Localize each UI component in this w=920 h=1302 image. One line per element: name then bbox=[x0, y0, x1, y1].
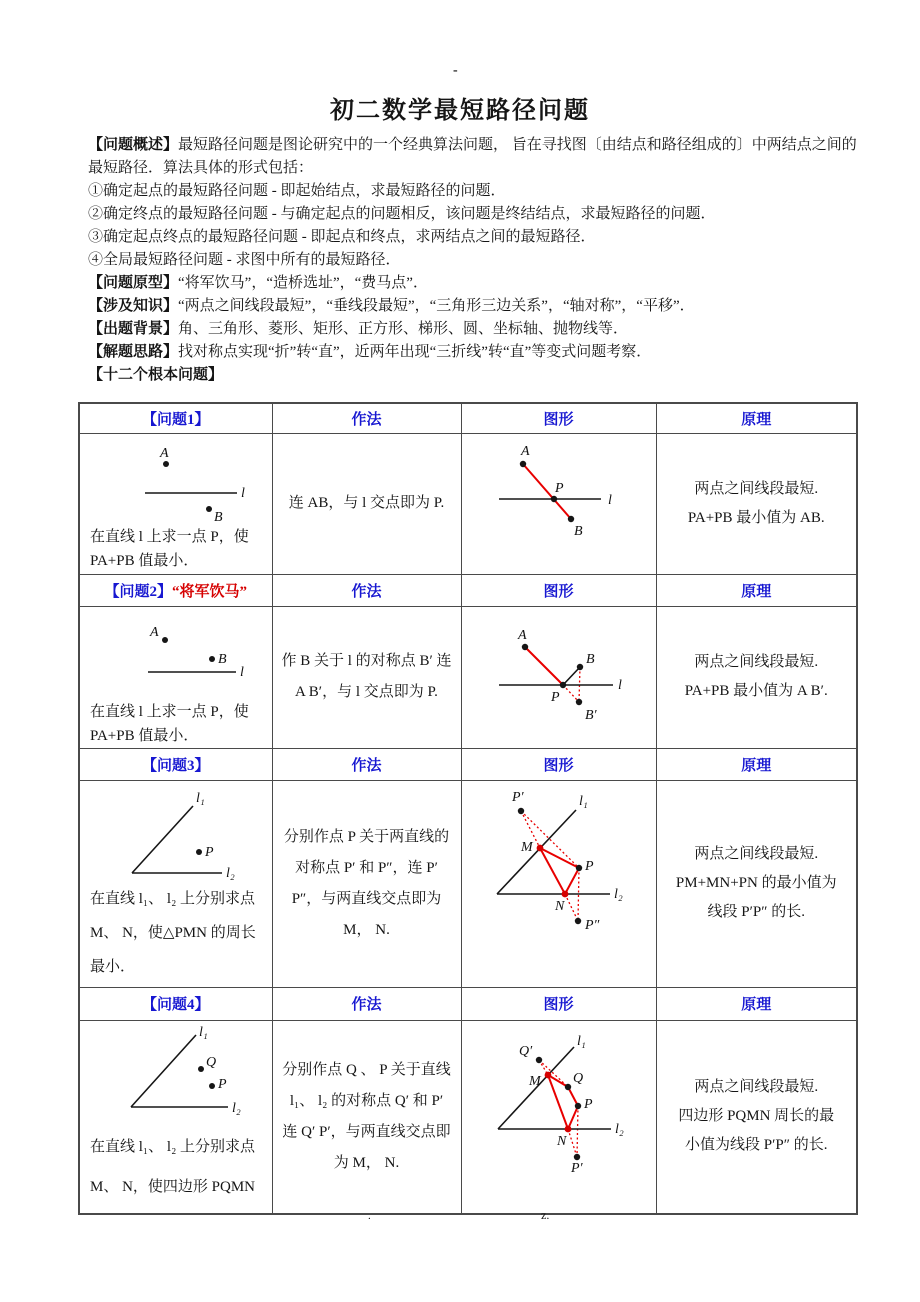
segment-ap-red bbox=[525, 647, 563, 685]
intro-text: 找对称点实现“折”转“直”，近两年出现“三折线”转“直”等变式问题考察． bbox=[178, 344, 652, 360]
problem4-setup-diagram bbox=[90, 1022, 266, 1117]
problem-statement-cell bbox=[79, 1020, 272, 1214]
principle-cell bbox=[656, 780, 857, 987]
intro-text: ①确定起点的最短路径问题 - 即起始结点，求最短路径的问题． bbox=[88, 183, 506, 199]
ray-l2-label: l₂ bbox=[232, 1100, 241, 1116]
point-m-label: M bbox=[528, 1073, 541, 1089]
point-b-label: B bbox=[573, 523, 583, 539]
col-header-principle: 原理 bbox=[656, 748, 857, 780]
intro-label: 【问题原型】 bbox=[88, 275, 179, 291]
col-header-method: 作法 bbox=[272, 748, 461, 780]
point-pdprime-label: P″ bbox=[584, 917, 599, 933]
intro-label: 【出题背景】 bbox=[88, 321, 179, 337]
point-a-dot bbox=[163, 461, 169, 467]
point-p-label: P bbox=[584, 858, 594, 874]
point-p-dot bbox=[574, 1102, 580, 1108]
col-header-figure: 图形 bbox=[461, 748, 656, 780]
intro-text: ②确定终点的最短路径问题 - 与确定起点的问题相反，该问题是终结结点，求最短路径的问题． bbox=[88, 206, 716, 222]
intro-paragraph bbox=[88, 249, 860, 272]
table-header-row bbox=[79, 748, 857, 780]
figure-cell bbox=[461, 606, 656, 748]
table-header-row bbox=[79, 574, 857, 606]
point-p-label: P bbox=[550, 689, 560, 705]
method-text: 连 AB，与 l 交点即为 P. bbox=[288, 495, 445, 511]
principle-line: 两点之间线段最短. bbox=[694, 846, 819, 862]
segment-p-pprime-dotted bbox=[577, 1106, 578, 1157]
intro-paragraph bbox=[88, 203, 860, 226]
col-header-principle: 原理 bbox=[656, 574, 857, 606]
problem3-solution-diagram bbox=[462, 781, 657, 941]
point-a-label: A bbox=[160, 445, 169, 461]
intro-paragraph bbox=[88, 180, 860, 203]
intro-label: 【涉及知识】 bbox=[88, 298, 179, 314]
point-b-label: B bbox=[585, 651, 595, 667]
point-p-dot bbox=[550, 495, 556, 501]
segment-qprime-q-dotted bbox=[539, 1060, 568, 1087]
figure-cell bbox=[461, 1020, 656, 1214]
ray-l2-label: l₂ bbox=[226, 865, 235, 880]
table-row bbox=[79, 1020, 857, 1214]
point-a-dot bbox=[519, 460, 525, 466]
intro-section bbox=[88, 134, 860, 387]
table-header-row bbox=[79, 987, 857, 1020]
intro-label: 【十二个根本问题】 bbox=[88, 367, 224, 383]
line-l-label: l bbox=[240, 664, 244, 680]
figure-cell bbox=[461, 780, 656, 987]
col-header-figure: 图形 bbox=[461, 403, 656, 433]
point-p-dot bbox=[209, 1083, 215, 1089]
intro-paragraph bbox=[88, 134, 860, 180]
problem2-setup-diagram bbox=[90, 608, 266, 700]
problem-statement-cell bbox=[79, 606, 272, 748]
figure-cell bbox=[461, 433, 656, 574]
method-cell bbox=[272, 433, 461, 574]
ray-l1-label: l₁ bbox=[196, 790, 205, 806]
point-p-label: P bbox=[205, 844, 214, 860]
point-a-label: A bbox=[150, 624, 159, 640]
problem-statement-cell bbox=[79, 433, 272, 574]
point-p-label: P bbox=[583, 1096, 593, 1112]
point-bprime-label: B′ bbox=[584, 707, 597, 723]
point-q-label: Q bbox=[206, 1054, 217, 1070]
principle-line: PA+PB 最小值为 A B′. bbox=[684, 683, 828, 699]
point-n-label: N bbox=[554, 898, 564, 914]
principle-line: 小值为线段 P′P″ 的长. bbox=[685, 1137, 828, 1154]
method-text: 分别作点 Q 、 P 关于直线 l₁、 l₂ 的对称点 Q′ 和 P′ 连 Q′ P′，与两直线交点即为 M， N. bbox=[282, 1061, 451, 1171]
principle-line: 两点之间线段最短. bbox=[694, 1079, 819, 1096]
col-header-principle: 原理 bbox=[656, 403, 857, 433]
footer-mark-right: z. bbox=[541, 1208, 550, 1222]
segment-n-pprime-dotted bbox=[568, 1129, 577, 1157]
principle-line: PA+PB 最小值为 AB. bbox=[687, 509, 825, 526]
problem-title-cell bbox=[79, 748, 272, 780]
method-text: 分别作点 P 关于两直线的对称点 P′ 和 P″，连 P′ P″，与两直线交点即为 M， N. bbox=[283, 828, 450, 938]
intro-text: “将军饮马”，“造桥选址”，“费马点”． bbox=[178, 275, 428, 291]
segment-ab-red bbox=[523, 464, 571, 519]
point-n-dot bbox=[561, 890, 568, 897]
segment-pn-red bbox=[565, 868, 579, 894]
table-row bbox=[79, 433, 857, 574]
point-a-label: A bbox=[517, 627, 527, 643]
problems-table bbox=[78, 402, 858, 1215]
method-text: 作 B 关于 l 的对称点 B′ 连 A B′，与 l 交点即为 P. bbox=[281, 653, 452, 700]
point-a-label: A bbox=[520, 443, 530, 459]
point-pprime-label: P′ bbox=[570, 1160, 583, 1176]
point-m-label: M bbox=[520, 839, 533, 855]
col-header-method: 作法 bbox=[272, 574, 461, 606]
segment-pn-red bbox=[568, 1106, 578, 1129]
point-n-label: N bbox=[556, 1133, 566, 1149]
page-title: 初二数学最短路径问题 bbox=[330, 98, 590, 124]
problem-title-cell bbox=[79, 574, 272, 606]
principle-line: PM+MN+PN 的最小值为 bbox=[675, 875, 837, 891]
problem-title: 【问题4】 bbox=[141, 997, 210, 1013]
intro-paragraph bbox=[88, 364, 860, 387]
problem1-setup-diagram bbox=[90, 435, 266, 525]
point-a-dot bbox=[162, 637, 168, 643]
principle-line: 两点之间线段最短. bbox=[694, 480, 819, 497]
ray-l1 bbox=[131, 1035, 196, 1107]
problem2-solution-diagram bbox=[462, 607, 655, 746]
point-qprime-dot bbox=[535, 1056, 541, 1062]
intro-label: 【问题概述】 bbox=[88, 137, 179, 153]
point-p-dot bbox=[559, 681, 565, 687]
point-q-label: Q bbox=[572, 1070, 583, 1086]
ray-l2-label: l₂ bbox=[613, 886, 623, 902]
point-bprime-dot bbox=[575, 698, 581, 704]
line-l-label: l bbox=[241, 485, 245, 501]
page-header-mark: - bbox=[453, 63, 458, 78]
point-b-dot bbox=[206, 506, 212, 512]
table-row bbox=[79, 606, 857, 748]
problem-subtitle: “将军饮马” bbox=[172, 583, 248, 600]
method-cell bbox=[272, 606, 461, 748]
intro-paragraph bbox=[88, 341, 860, 364]
problem-statement-cell bbox=[79, 780, 272, 987]
point-q-dot bbox=[564, 1083, 570, 1089]
col-header-figure: 图形 bbox=[461, 987, 656, 1020]
problem4-solution-diagram bbox=[462, 1021, 657, 1181]
footer-mark-left: . bbox=[368, 1210, 371, 1222]
problem-title: 【问题2】 bbox=[104, 583, 172, 600]
problem-title-cell bbox=[79, 403, 272, 433]
problem-caption: 在直线 l₁、 l₂ 上分别求点 M、 N，使四边形 PQMN bbox=[90, 1138, 256, 1195]
principle-cell bbox=[656, 606, 857, 748]
method-cell bbox=[272, 1020, 461, 1214]
point-p-dot bbox=[196, 849, 202, 855]
problems-table-wrap bbox=[78, 402, 858, 1215]
point-b-dot bbox=[567, 515, 573, 521]
intro-paragraph bbox=[88, 295, 860, 318]
intro-text: ④全局最短路径问题 - 求图中所有的最短路径． bbox=[88, 252, 401, 268]
segment-p-bprime-dotted bbox=[563, 685, 579, 702]
point-m-dot bbox=[536, 844, 543, 851]
table-header-row bbox=[79, 403, 857, 433]
principle-cell bbox=[656, 433, 857, 574]
principle-cell bbox=[656, 1020, 857, 1214]
point-b-label: B bbox=[214, 509, 223, 525]
line-l-label: l bbox=[607, 492, 612, 508]
point-n-dot bbox=[564, 1125, 571, 1132]
ray-l1-label: l₁ bbox=[578, 793, 588, 809]
principle-line: 两点之间线段最短. bbox=[694, 654, 819, 670]
col-header-method: 作法 bbox=[272, 403, 461, 433]
problem-title: 【问题3】 bbox=[141, 757, 210, 774]
point-m-dot bbox=[544, 1071, 551, 1078]
segment-nm-red bbox=[548, 1075, 568, 1129]
point-pprime-label: P′ bbox=[511, 789, 524, 805]
intro-text: 角、三角形、菱形、矩形、正方形、梯形、圆、坐标轴、抛物线等． bbox=[178, 321, 629, 337]
point-pdprime-dot bbox=[574, 917, 580, 923]
table-row bbox=[79, 780, 857, 987]
point-p-dot bbox=[575, 864, 581, 870]
ray-l2-label: l₂ bbox=[614, 1121, 624, 1137]
point-b-dot bbox=[576, 663, 582, 669]
segment-pb-black bbox=[563, 667, 580, 685]
problem3-setup-diagram bbox=[90, 782, 266, 880]
segment-n-pdprime-dotted bbox=[565, 894, 578, 921]
intro-text: “两点之间线段最短”，“垂线段最短”，“三角形三边关系”，“轴对称”，“平移”． bbox=[178, 298, 695, 314]
ray-l1 bbox=[132, 806, 193, 873]
point-a-dot bbox=[521, 643, 527, 649]
problem1-solution-diagram bbox=[462, 434, 655, 573]
intro-label: 【解题思路】 bbox=[88, 344, 179, 360]
intro-text: ③确定起点终点的最短路径问题 - 即起点和终点，求两结点之间的最短路径． bbox=[88, 229, 596, 245]
problem-title-cell bbox=[79, 987, 272, 1020]
intro-paragraph bbox=[88, 226, 860, 249]
point-b-dot bbox=[209, 656, 215, 662]
line-l-label: l bbox=[617, 677, 622, 693]
point-q-dot bbox=[198, 1066, 204, 1072]
intro-paragraph bbox=[88, 318, 860, 341]
point-pprime-dot bbox=[517, 807, 523, 813]
intro-paragraph bbox=[88, 272, 860, 295]
point-p-label: P bbox=[218, 1076, 227, 1092]
point-pprime-dot bbox=[573, 1153, 579, 1159]
problem-title: 【问题1】 bbox=[141, 411, 210, 428]
segment-qp-red bbox=[568, 1087, 578, 1106]
ray-l1-label: l₁ bbox=[576, 1033, 586, 1049]
ray-l1 bbox=[497, 810, 576, 894]
problem-caption: 在直线 l 上求一点 P，使 PA+PB 值最小． bbox=[90, 528, 249, 569]
method-cell bbox=[272, 780, 461, 987]
intro-text: 最短路径问题是图论研究中的一个经典算法问题， 旨在寻找图〔由结点和路径组成的〕中两结点之间的最短路径．算法具体的形式包括： bbox=[88, 137, 857, 176]
col-header-figure: 图形 bbox=[461, 574, 656, 606]
problem-caption: 在直线 l₁、 l₂ 上分别求点 M、 N，使△PMN 的周长最小． bbox=[90, 890, 256, 975]
col-header-principle: 原理 bbox=[656, 987, 857, 1020]
principle-line: 四边形 PQMN 周长的最 bbox=[678, 1108, 835, 1125]
problem-caption: 在直线 l 上求一点 P，使 PA+PB 值最小． bbox=[90, 703, 249, 744]
point-b-label: B bbox=[218, 651, 227, 667]
principle-line: 线段 P′P″ 的长. bbox=[707, 904, 805, 920]
point-p-label: P bbox=[554, 480, 564, 496]
col-header-method: 作法 bbox=[272, 987, 461, 1020]
ray-l1-label: l₁ bbox=[199, 1024, 208, 1040]
point-qprime-label: Q′ bbox=[518, 1043, 532, 1059]
